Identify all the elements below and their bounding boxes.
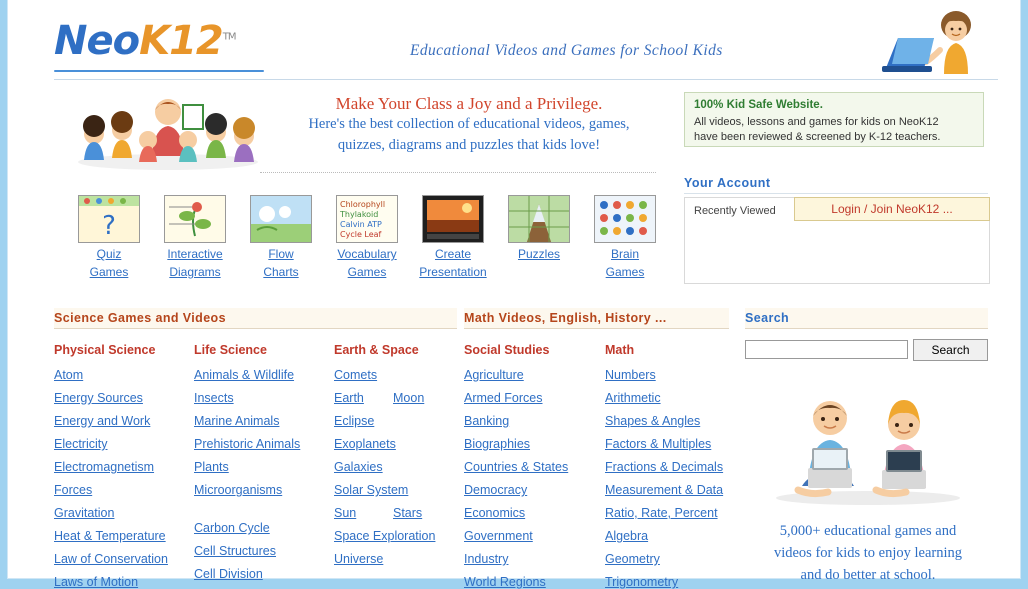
- link-countries-states[interactable]: Countries & States: [464, 460, 569, 474]
- link-laws-of-motion[interactable]: Laws of Motion: [54, 575, 139, 589]
- account-heading: Your Account: [684, 176, 771, 190]
- search-button[interactable]: Search: [913, 339, 988, 361]
- site-logo[interactable]: [54, 18, 236, 64]
- flowchart-icon: [250, 195, 312, 243]
- kid-safe-box: [684, 92, 984, 147]
- promo-line-2: videos for kids to enjoy learning: [773, 545, 963, 561]
- link-arithmetic[interactable]: Arithmetic: [605, 391, 661, 405]
- link-electricity[interactable]: Electricity: [54, 437, 108, 451]
- link-gravitation[interactable]: Gravitation: [54, 506, 115, 520]
- link-cell-division[interactable]: Cell Division: [194, 567, 263, 581]
- link-universe[interactable]: Universe: [334, 552, 384, 566]
- link-cell-structures[interactable]: Cell Structures: [194, 544, 276, 558]
- login-join-button[interactable]: Login / Join NeoK12 ...: [794, 197, 990, 221]
- intro-dotted-divider: [260, 172, 656, 173]
- diagram-icon: [164, 195, 226, 243]
- link-animals-wildlife[interactable]: Animals & Wildlife: [194, 368, 295, 382]
- intro-line-1: Make Your Class a Joy and a Privilege.: [335, 94, 603, 113]
- link-plants[interactable]: Plants: [194, 460, 229, 474]
- link-eclipse[interactable]: Eclipse: [334, 414, 375, 428]
- svg-text:Chlorophyll: Chlorophyll: [340, 200, 386, 209]
- link-numbers[interactable]: Numbers: [605, 368, 656, 382]
- category-label-line2[interactable]: Games: [605, 265, 645, 279]
- link-sun[interactable]: Sun: [334, 506, 357, 520]
- link-earth[interactable]: Earth: [334, 391, 364, 405]
- link-armed-forces[interactable]: Armed Forces: [464, 391, 543, 405]
- category-label-line1[interactable]: Puzzles: [517, 247, 561, 261]
- site-tagline: Educational Videos and Games for School Kids: [410, 42, 723, 59]
- category-label-line2[interactable]: Games: [347, 265, 387, 279]
- link-algebra[interactable]: Algebra: [605, 529, 649, 543]
- promo-line-1: 5,000+ educational games and: [779, 523, 957, 539]
- link-microorganisms[interactable]: Microorganisms: [194, 483, 283, 497]
- category-label-line2[interactable]: Presentation: [419, 265, 487, 279]
- teacher-and-students-illustration: [70, 90, 266, 170]
- link-insects[interactable]: Insects: [194, 391, 234, 405]
- link-geometry[interactable]: Geometry: [605, 552, 660, 566]
- intro-line-2: Here's the best collection of educational videos, games,: [308, 116, 630, 132]
- category-brain-games[interactable]: [570, 195, 680, 279]
- svg-text:Calvin ATP: Calvin ATP: [340, 220, 382, 229]
- kid-safe-line-1: All videos, lessons and games for kids on NeoK12: [694, 116, 939, 128]
- link-economics[interactable]: Economics: [464, 506, 526, 520]
- link-ratio-rate-percent[interactable]: Ratio, Rate, Percent: [605, 506, 718, 520]
- link-stars[interactable]: Stars: [393, 506, 423, 520]
- link-carbon-cycle[interactable]: Carbon Cycle: [194, 521, 270, 535]
- link-measurement-data[interactable]: Measurement & Data: [605, 483, 724, 497]
- logo-12-text: 12: [169, 18, 223, 64]
- logo-underline: [54, 70, 264, 72]
- category-label-line1[interactable]: Flow: [268, 247, 294, 261]
- intro-text-block: [274, 94, 664, 156]
- link-law-of-conservation[interactable]: Law of Conservation: [54, 552, 168, 566]
- link-trigonometry[interactable]: Trigonometry: [605, 575, 679, 589]
- subheading-social-studies: Social Studies: [464, 343, 550, 357]
- vocabulary-icon: [336, 195, 398, 243]
- link-forces[interactable]: Forces: [54, 483, 93, 497]
- logo-k-text: K: [139, 18, 170, 64]
- intro-line-3: quizzes, diagrams and puzzles that kids love!: [337, 137, 601, 153]
- subheading-physical-science: Physical Science: [54, 343, 156, 357]
- math-section-heading: Math Videos, English, History ...: [464, 311, 667, 325]
- search-heading-rule: [745, 328, 988, 329]
- link-energy-and-work[interactable]: Energy and Work: [54, 414, 151, 428]
- link-comets[interactable]: Comets: [334, 368, 378, 382]
- recently-viewed-label: Recently Viewed: [694, 205, 776, 217]
- science-heading-rule: [54, 328, 457, 329]
- link-electromagnetism[interactable]: Electromagnetism: [54, 460, 155, 474]
- link-banking[interactable]: Banking: [464, 414, 510, 428]
- link-moon[interactable]: Moon: [393, 391, 425, 405]
- svg-text:?: ?: [102, 211, 116, 241]
- search-input[interactable]: [745, 340, 908, 359]
- search-section-heading: Search: [745, 311, 790, 325]
- kid-safe-title: 100% Kid Safe Website.: [694, 99, 823, 111]
- puzzle-icon: [508, 195, 570, 243]
- link-fractions-decimals[interactable]: Fractions & Decimals: [605, 460, 724, 474]
- subheading-earth-space: Earth & Space: [334, 343, 419, 357]
- category-label-line2[interactable]: Diagrams: [169, 265, 221, 279]
- page-container: [8, 0, 1020, 589]
- promo-line-3: and do better at school.: [800, 567, 936, 583]
- link-agriculture[interactable]: Agriculture: [464, 368, 524, 382]
- link-marine-animals[interactable]: Marine Animals: [194, 414, 280, 428]
- trademark-symbol: TM: [222, 31, 236, 43]
- link-shapes-angles[interactable]: Shapes & Angles: [605, 414, 701, 428]
- quiz-question-icon: [78, 195, 140, 243]
- category-label-line1[interactable]: Create: [434, 247, 472, 261]
- category-label-line2[interactable]: Charts: [263, 265, 299, 279]
- category-label-line1[interactable]: Interactive: [167, 247, 223, 261]
- link-energy-sources[interactable]: Energy Sources: [54, 391, 143, 405]
- link-space-exploration[interactable]: Space Exploration: [334, 529, 436, 543]
- link-prehistoric-animals[interactable]: Prehistoric Animals: [194, 437, 301, 451]
- link-solar-system[interactable]: Solar System: [334, 483, 409, 497]
- link-democracy[interactable]: Democracy: [464, 483, 528, 497]
- category-label-line1[interactable]: Vocabulary: [337, 247, 397, 261]
- subheading-math: Math: [605, 343, 635, 357]
- svg-text:Cycle Leaf: Cycle Leaf: [340, 230, 382, 239]
- kids-with-laptops-illustration: [768, 390, 968, 505]
- promo-text: [745, 520, 991, 586]
- category-label-line1[interactable]: Brain: [610, 247, 639, 261]
- link-atom[interactable]: Atom: [54, 368, 84, 382]
- account-heading-rule: [684, 193, 988, 194]
- link-factors-multiples[interactable]: Factors & Multiples: [605, 437, 712, 451]
- link-government[interactable]: Government: [464, 529, 533, 543]
- link-industry[interactable]: Industry: [464, 552, 509, 566]
- math-heading-rule: [464, 328, 729, 329]
- subheading-life-science: Life Science: [194, 343, 267, 357]
- link-biographies[interactable]: Biographies: [464, 437, 531, 451]
- presentation-icon: [422, 195, 484, 243]
- brain-games-icon: [594, 195, 656, 243]
- science-section-heading: Science Games and Videos: [54, 311, 226, 325]
- svg-text:Thylakoid: Thylakoid: [340, 210, 379, 219]
- kid-safe-line-2: have been reviewed & screened by K-12 teachers.: [694, 131, 941, 143]
- girl-with-laptop-illustration: [878, 8, 998, 74]
- link-heat-temperature[interactable]: Heat & Temperature: [54, 529, 166, 543]
- site-header: [8, 0, 1020, 80]
- link-exoplanets[interactable]: Exoplanets: [334, 437, 396, 451]
- category-label-line2[interactable]: Games: [89, 265, 129, 279]
- category-label-line1[interactable]: Quiz: [96, 247, 122, 261]
- link-world-regions[interactable]: World Regions: [464, 575, 546, 589]
- link-galaxies[interactable]: Galaxies: [334, 460, 383, 474]
- logo-neo-text: Neo: [54, 18, 140, 64]
